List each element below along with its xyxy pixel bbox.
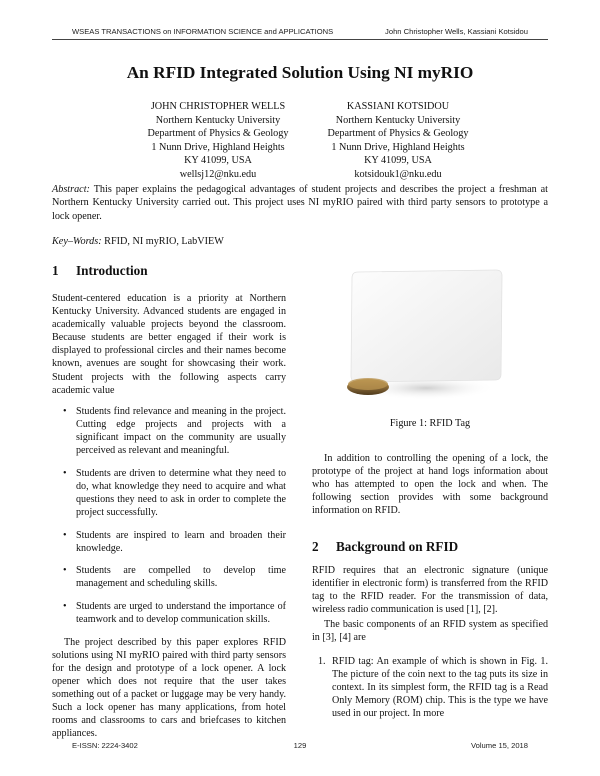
running-header-journal: WSEAS TRANSACTIONS on INFORMATION SCIENCE and APPLICATIONS xyxy=(72,27,334,36)
author-block-1 xyxy=(123,100,313,182)
keywords xyxy=(52,235,548,248)
section-title: Introduction xyxy=(76,263,148,278)
right-column-bottom xyxy=(312,564,548,720)
author-org: Northern Kentucky University xyxy=(335,114,461,126)
background-paragraph-1: RFID requires that an electronic signature (unique identifier in electronic form) is transferred from the RFID tag to the RFID reader. For the transmission of data, wireless radio communication is used [1], [2]. xyxy=(312,565,548,616)
section-number: 2 xyxy=(312,539,319,554)
author-dept: Department of Physics & Geology xyxy=(327,128,469,140)
list-item-text: Students are compelled to develop time management and scheduling skills. xyxy=(76,565,286,590)
left-column xyxy=(52,292,286,740)
abstract-text: This paper explains the pedagogical advantages of student projects and describes the project a freshman at Northern Kentucky University carried out. This project uses NI myRIO paired with third party sensors to prototype a lock opener. xyxy=(52,184,548,222)
rfid-card xyxy=(351,270,502,382)
author-name: KASSIANI KOTSIDOU xyxy=(346,101,450,112)
author-zip: KY 41099, USA xyxy=(364,155,432,167)
list-item-text: Students are urged to understand the importance of teamwork and to develop communication skills. xyxy=(76,600,286,625)
author-address: 1 Nunn Drive, Highland Heights xyxy=(331,141,465,153)
author-zip: KY 41099, USA xyxy=(184,155,252,167)
list-item xyxy=(52,564,286,590)
abstract xyxy=(52,183,548,223)
list-item-text: Students find relevance and meaning in the project. Cutting edge projects and projects with a significant impact on the community are usually perceived as relevant and meaningful. xyxy=(76,405,286,457)
list-item-text: Students are inspired to learn and broaden their knowledge. xyxy=(76,529,286,554)
components-list xyxy=(312,655,548,720)
keywords-text: RFID, NI myRIO, LabVIEW xyxy=(104,236,224,247)
bullet-icon: • xyxy=(63,565,67,577)
author-block-2 xyxy=(303,100,493,182)
bullet-icon: • xyxy=(63,405,67,417)
section-heading-introduction xyxy=(52,263,148,279)
section-number: 1 xyxy=(52,263,59,278)
figure-rfid-tag xyxy=(312,262,548,422)
paragraph-lock-control: In addition to controlling the opening of a lock, the prototype of the project at hand logs information about who has attempted to open the lock and when. The following section provides with some background information on RFID. xyxy=(312,453,548,517)
figure-caption: Figure 1: RFID Tag xyxy=(389,418,471,429)
bullet-icon: • xyxy=(63,600,67,612)
bullet-icon: • xyxy=(63,467,67,479)
section-heading-background xyxy=(312,539,458,555)
abstract-label: Abstract: xyxy=(52,184,90,195)
intro-paragraph-1: Student-centered education is a priority at Northern Kentucky University. Advanced students are engaged in academically valuable projects beyond the classroom. Because students are better engaged if their work is displayed to professional circles and their names become known, avenues are sought for showcasing their work. Student projects with the following aspects carry academic value xyxy=(52,293,286,396)
author-org: Northern Kentucky University xyxy=(155,114,281,126)
keywords-label: Key–Words: xyxy=(52,236,102,247)
list-item xyxy=(52,405,286,457)
rfid-tag-image xyxy=(312,262,548,422)
aspects-list xyxy=(52,405,286,626)
footer-volume: Volume 15, 2018 xyxy=(471,741,528,750)
list-item xyxy=(312,655,548,720)
bullet-icon: • xyxy=(63,529,67,541)
author-dept: Department of Physics & Geology xyxy=(147,128,289,140)
paper-title: An RFID Integrated Solution Using NI myRIO xyxy=(126,63,474,82)
author-email: kotsidouk1@nku.edu xyxy=(354,168,442,180)
running-header-authors: John Christopher Wells, Kassiani Kotsidou xyxy=(385,27,528,36)
author-address: 1 Nunn Drive, Highland Heights xyxy=(151,141,285,153)
list-item xyxy=(52,600,286,626)
author-name: JOHN CHRISTOPHER WELLS xyxy=(150,101,286,112)
footer-issn: E-ISSN: 2224-3402 xyxy=(72,741,138,750)
list-item xyxy=(52,529,286,555)
section-title: Background on RFID xyxy=(336,539,459,554)
list-item xyxy=(52,467,286,519)
intro-paragraph-2: The project described by this paper explores RFID solutions using NI myRIO paired with third party sensors for the design and prototype of a lock opener. A lock opener which does not require that the user takes something out of a packet or luggage may be very handy. Such a lock opener has many applications, from hotel rooms and classrooms to cars and briefcases to kitchen appliances. xyxy=(52,636,286,740)
list-number: 1. xyxy=(318,655,326,667)
list-item-text: Students are driven to determine what they need to do, what knowledge they need to acquire and what questions they need to ask in order to complete the project successfully. xyxy=(76,467,286,518)
footer-page-number: 129 xyxy=(293,741,307,750)
background-paragraph-2: The basic components of an RFID system as specified in [3], [4] are xyxy=(312,619,548,644)
right-column-top xyxy=(312,452,548,517)
author-email: wellsj12@nku.edu xyxy=(179,168,257,180)
header-rule xyxy=(52,39,548,40)
list-item-text: RFID tag: An example of which is shown in Fig. 1. The picture of the coin next to the tag puts its size in context. In its simplest form, the RFID tag is a Read Only Memory (ROM) chip. This is the type we have used in our project. In more xyxy=(332,655,548,719)
coin-face xyxy=(348,378,388,390)
